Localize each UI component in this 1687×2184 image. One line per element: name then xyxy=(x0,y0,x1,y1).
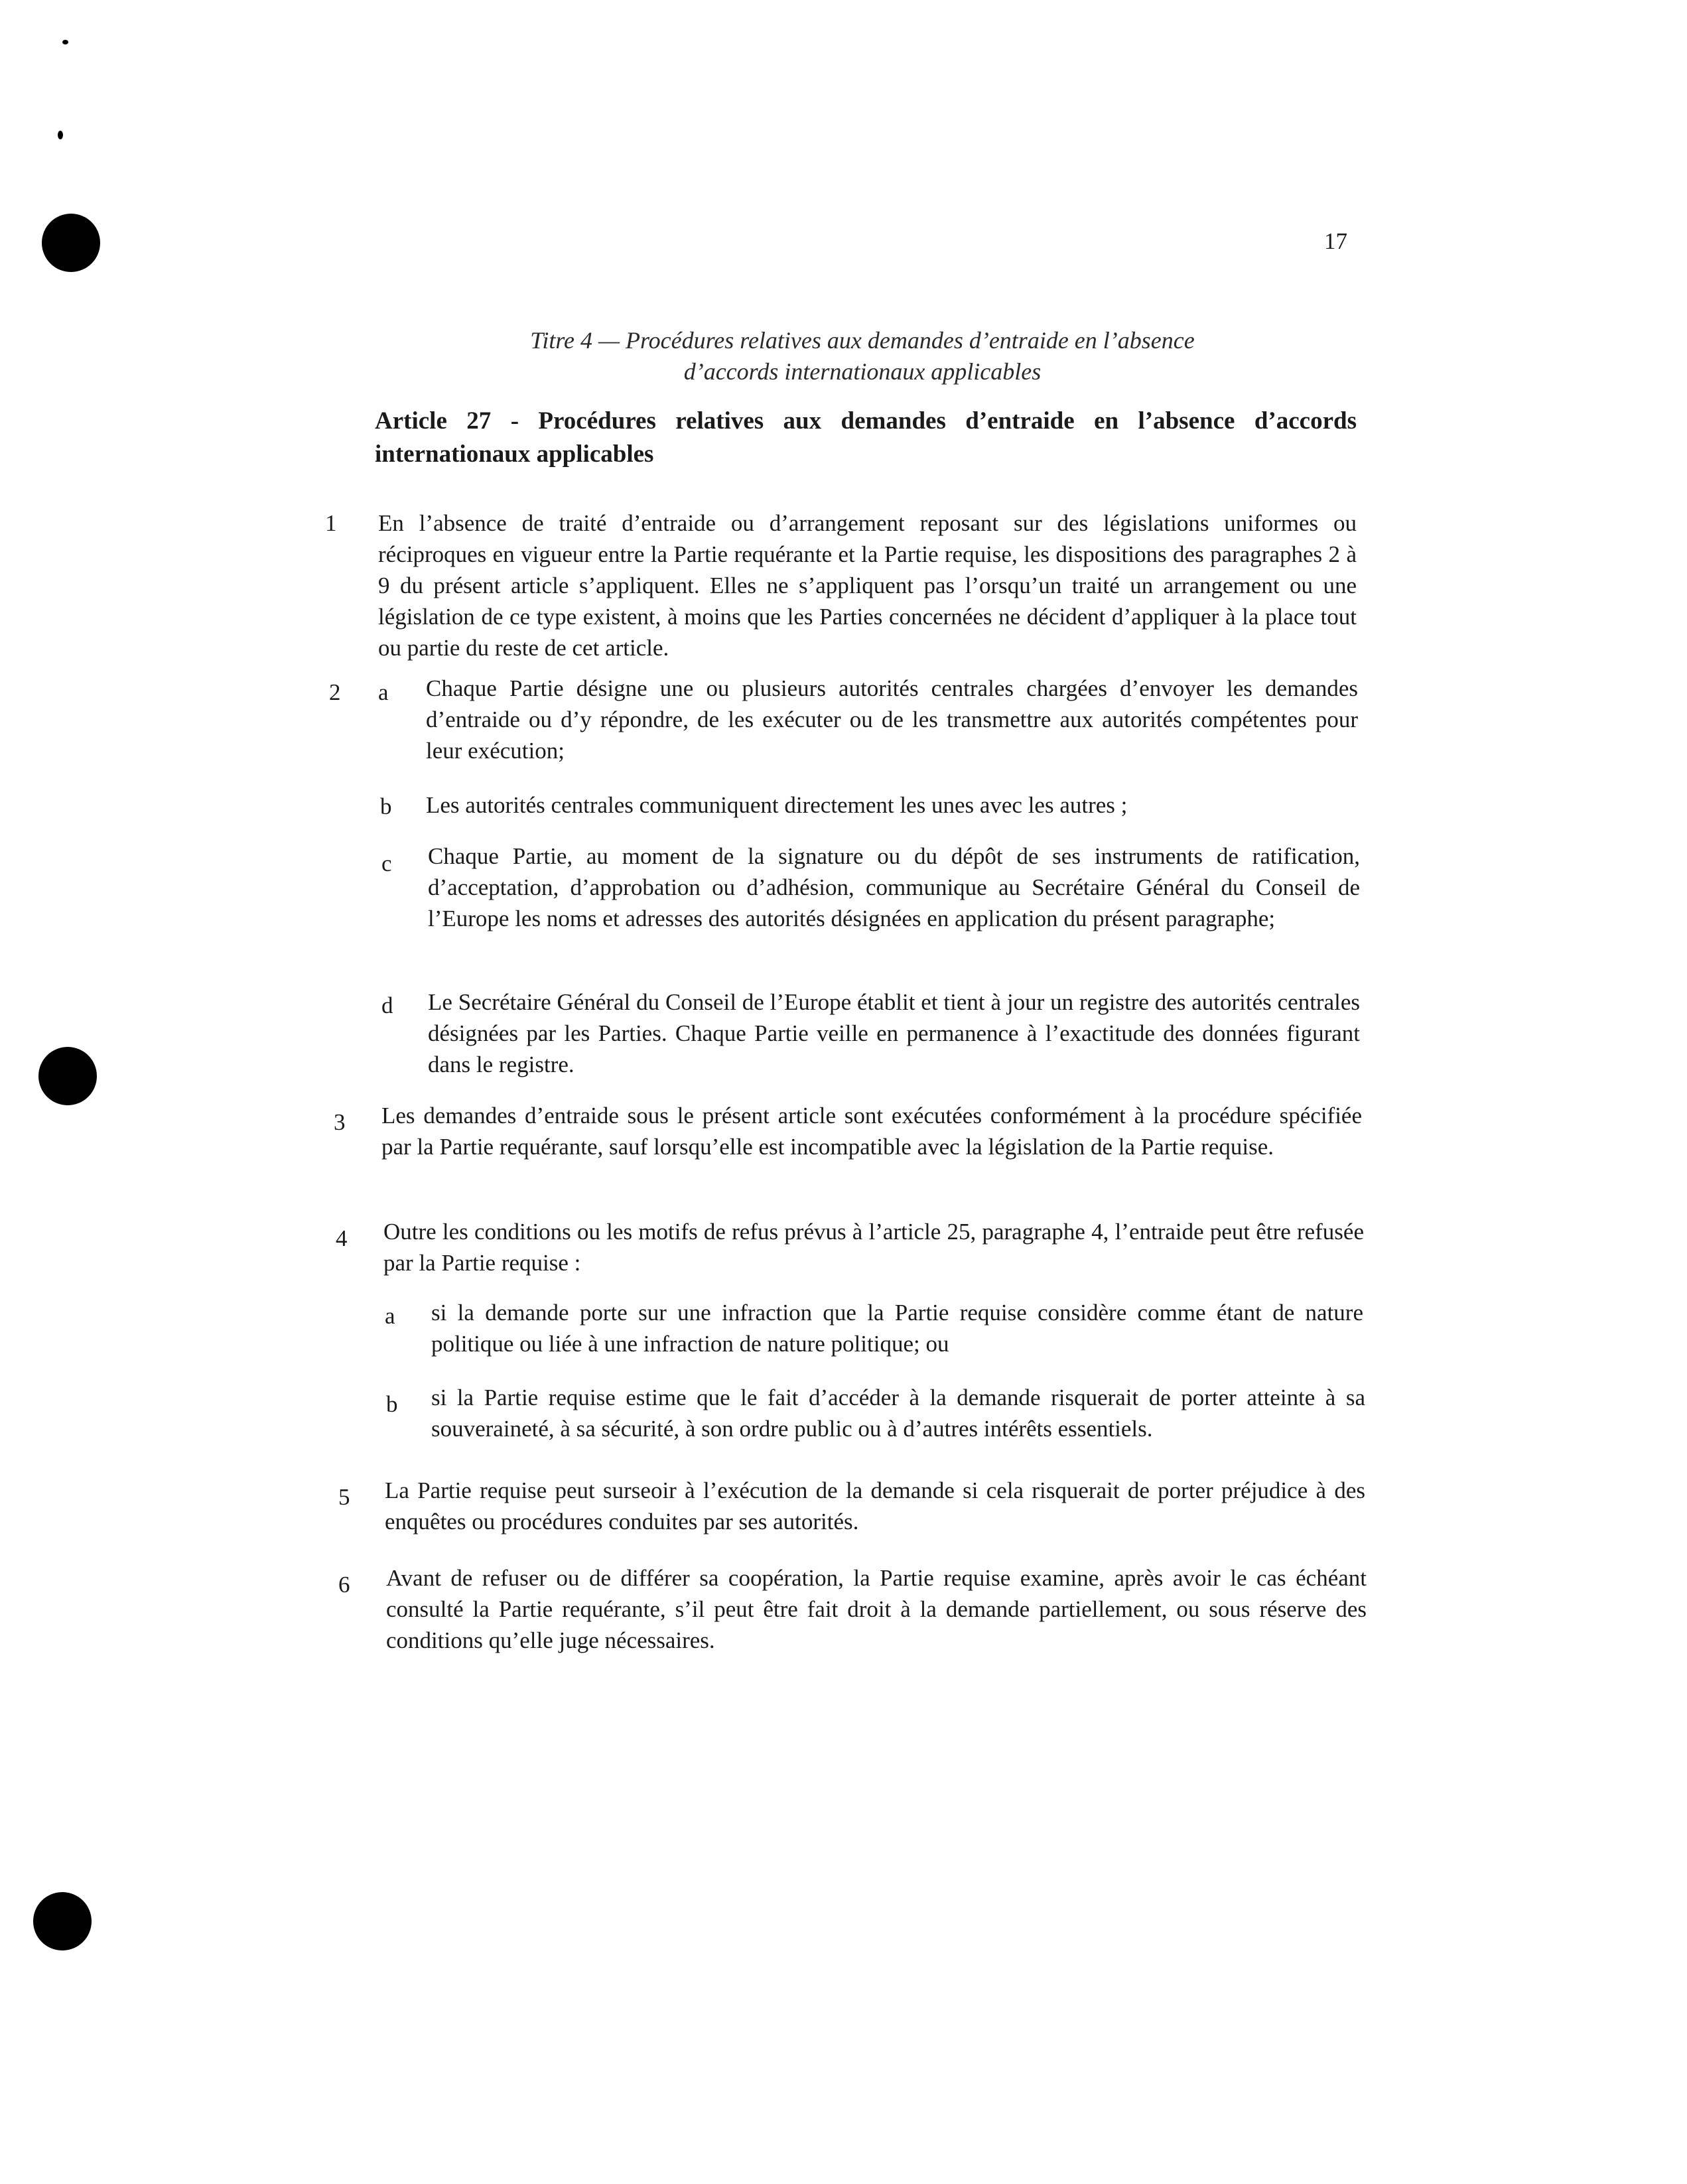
paragraph-text: La Partie requise peut surseoir à l’exécution de la demande si cela risquerait de porter préjudice à des enquêtes ou procédures conduites par ses autorités. xyxy=(385,1477,1365,1535)
paragraph-number: 2 xyxy=(329,679,341,705)
paragraph-number: 1 xyxy=(325,510,337,536)
item-text: Chaque Partie désigne une ou plusieurs autorités centrales chargées d’envoyer les demandes d’entraide ou d’y répondre, de les exécuter ou de les transmettre aux autorités compétentes pour leur exécution; xyxy=(426,675,1358,764)
paragraph-text: En l’absence de traité d’entraide ou d’arrangement reposant sur des législations uniformes ou réciproques en vigueur entre la Partie requérante et la Partie requise, les dispositions des paragraphes 2 à 9 du présent article s’appliquent. Elles ne s’appliquent pas l’orsqu’un traité un arrangement ou une législation de ce type existent, à moins que les Parties concernées ne décident d’appliquer à la place tout ou partie du reste de cet article. xyxy=(378,510,1357,661)
item-letter: d xyxy=(381,992,393,1018)
item-letter: c xyxy=(381,851,392,876)
punch-hole xyxy=(33,1892,92,1950)
item-letter: a xyxy=(385,1303,395,1329)
paragraph-number: 6 xyxy=(338,1572,350,1598)
item-text: Chaque Partie, au moment de la signature ou du dépôt de ses instruments de ratification, d’acceptation, d’approbation ou d’adhésion, communique au Secrétaire Général du Conseil de l’Europe les noms et adresses des autorités désignées en application du présent paragraphe; xyxy=(428,843,1360,931)
section-title-line: Titre 4 — Procédures relatives aux demandes d’entraide en l’absence xyxy=(530,327,1195,354)
item-text: si la demande porte sur une infraction que la Partie requise considère comme étant de nature politique ou liée à une infraction de nature politique; ou xyxy=(431,1300,1363,1357)
scan-speck xyxy=(58,131,63,139)
paragraph-text: Les demandes d’entraide sous le présent article sont exécutées conformément à la procédure spécifiée par la Partie requérante, sauf lorsqu’elle est incompatible avec la législation de la Partie requise. xyxy=(381,1103,1362,1160)
article-heading: Article 27 - Procédures relatives aux demandes d’entraide en l’absence d’accords internationaux applicables xyxy=(375,407,1357,468)
item-text: Les autorités centrales communiquent directement les unes avec les autres ; xyxy=(426,792,1128,818)
item-text: si la Partie requise estime que le fait d’accéder à la demande risquerait de porter atteinte à sa souveraineté, à sa sécurité, à son ordre public ou à d’autres intérêts essentiels. xyxy=(431,1385,1365,1442)
scan-speck xyxy=(62,40,68,44)
paragraph-text: Avant de refuser ou de différer sa coopération, la Partie requise examine, après avoir le cas échéant consulté la Partie requérante, s’il peut être fait droit à la demande partiellement, ou sous réserve des conditions qu’elle juge nécessaires. xyxy=(386,1565,1367,1653)
section-title xyxy=(425,325,1300,387)
punch-hole xyxy=(42,214,100,272)
item-letter: a xyxy=(378,679,389,705)
page-number: 17 xyxy=(1324,228,1347,254)
section-title-line: d’accords internationaux applicables xyxy=(683,358,1042,385)
punch-hole xyxy=(38,1047,97,1105)
item-letter: b xyxy=(380,793,392,819)
item-text: Le Secrétaire Général du Conseil de l’Europe établit et tient à jour un registre des autorités centrales désignées par les Parties. Chaque Partie veille en permanence à l’exactitude des données figurant dans le registre. xyxy=(428,989,1360,1077)
paragraph-number: 5 xyxy=(338,1484,350,1510)
paragraph-text: Outre les conditions ou les motifs de refus prévus à l’article 25, paragraphe 4, l’entraide peut être refusée par la Partie requise : xyxy=(383,1219,1364,1276)
item-letter: b xyxy=(386,1391,398,1417)
paragraph-number: 3 xyxy=(334,1109,346,1135)
paragraph-number: 4 xyxy=(336,1225,348,1251)
